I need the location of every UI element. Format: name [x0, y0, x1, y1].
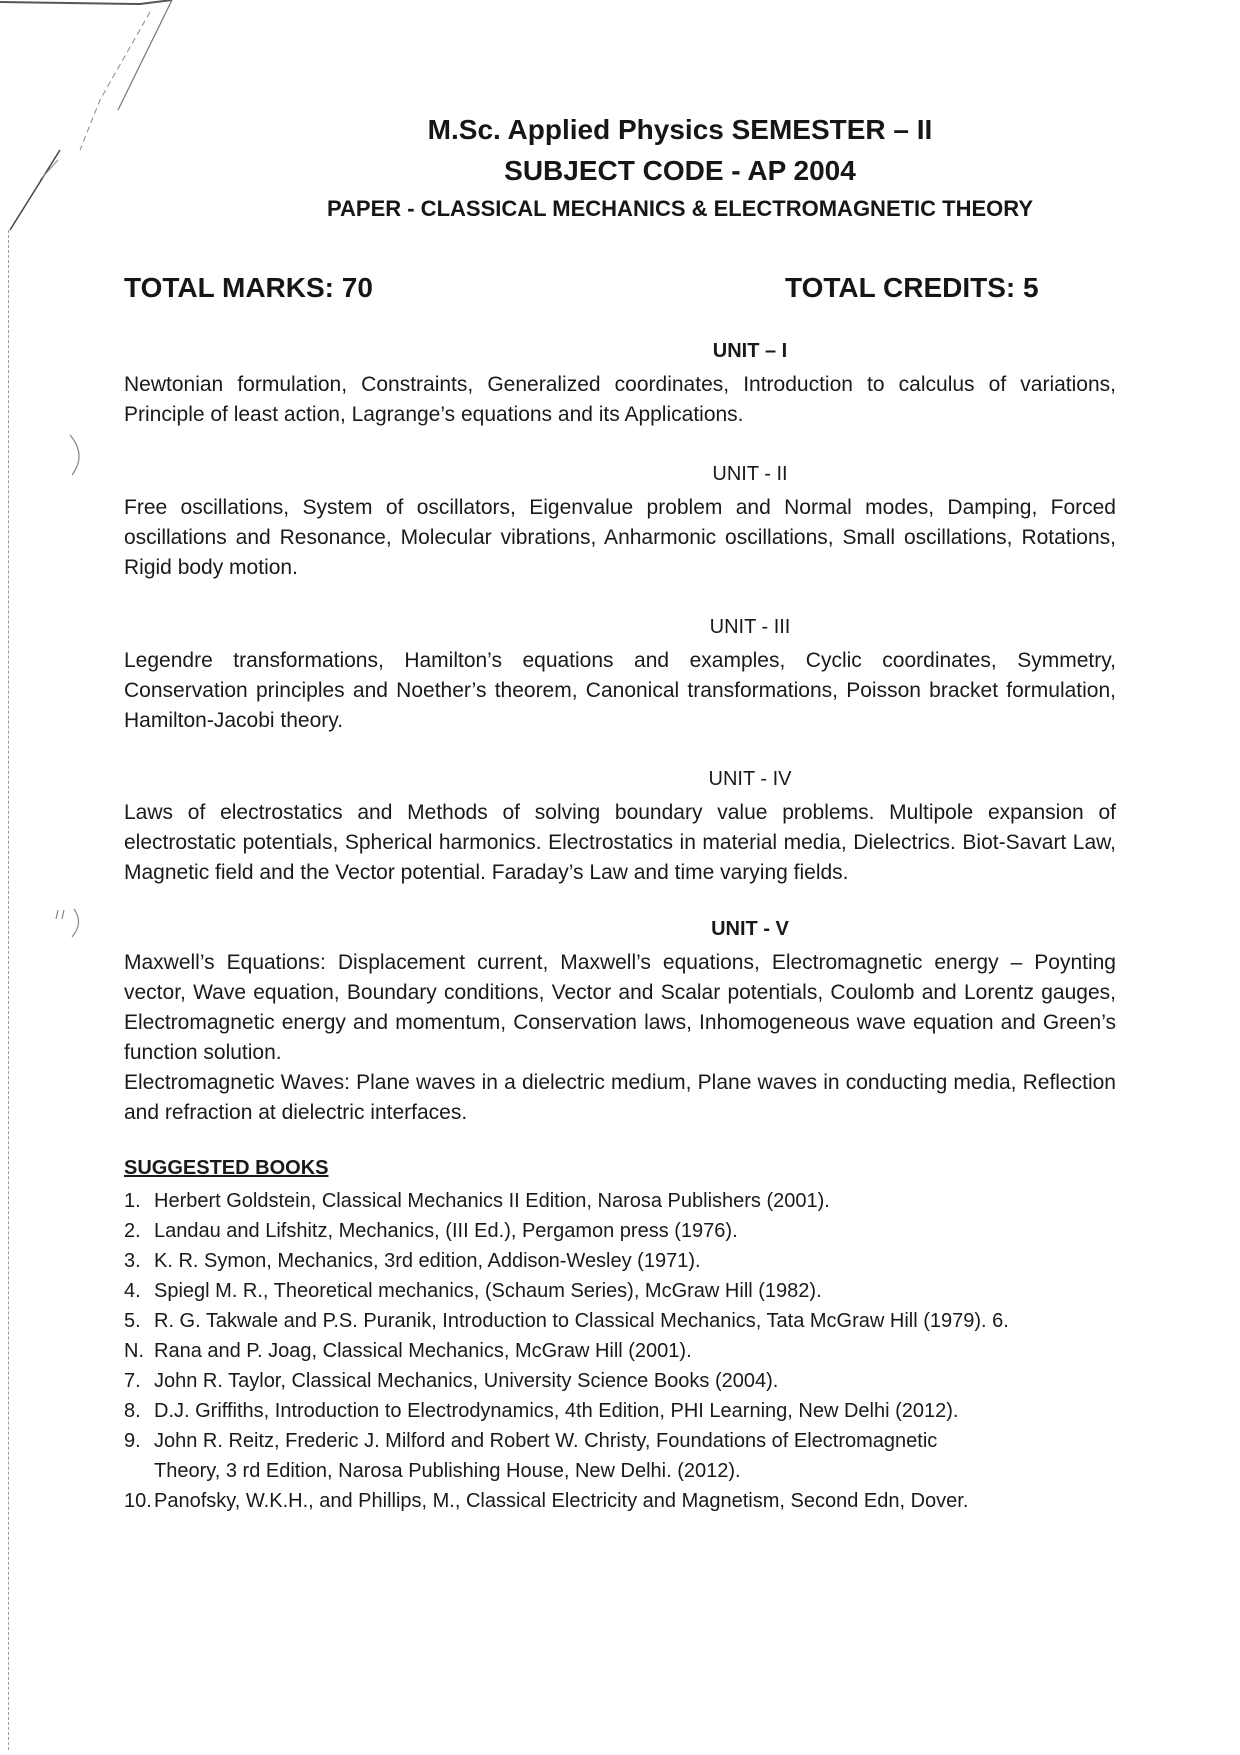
unit-2-title: UNIT - II — [712, 463, 788, 485]
book-number: 8. — [124, 1400, 141, 1422]
book-number: 1. — [124, 1190, 141, 1212]
scan-smudge-2 — [50, 905, 90, 945]
subject-code: SUBJECT CODE - AP 2004 — [504, 155, 856, 186]
book-number: 9. — [124, 1430, 141, 1452]
unit-4-section — [124, 768, 1116, 888]
unit-4-title: UNIT - IV — [708, 768, 792, 790]
book-item-2 — [124, 1216, 1124, 1246]
book-number: 7. — [124, 1370, 141, 1392]
suggested-books-section — [124, 1157, 1124, 1516]
book-item-9 — [124, 1426, 1124, 1486]
total-credits: TOTAL CREDITS: 5 — [785, 272, 1039, 303]
unit-5-title: UNIT - V — [711, 918, 789, 940]
book-number: 10. — [124, 1490, 152, 1512]
book-item-1 — [124, 1186, 1124, 1216]
book-number: N. — [124, 1340, 144, 1362]
unit-3-title: UNIT - III — [709, 616, 791, 638]
program-title: M.Sc. Applied Physics SEMESTER – II — [427, 114, 933, 145]
book-text: R. G. Takwale and P.S. Puranik, Introduction to Classical Mechanics, Tata McGraw Hill (1979). 6. — [154, 1310, 1009, 1332]
total-marks: TOTAL MARKS: 70 — [124, 272, 373, 303]
unit-3-section — [124, 616, 1116, 736]
book-text: John R. Reitz, Frederic J. Milford and Robert W. Christy, Foundations of Electromagnetic — [154, 1430, 938, 1452]
unit-2-body: Free oscillations, System of oscillators, Eigenvalue problem and Normal modes, Damping, Forced oscillations and Resonance, Molecular vibrations, Anharmonic oscillations, Small oscillations, Rotations, Rigid body motion. — [124, 496, 1116, 579]
book-item-3 — [124, 1246, 1124, 1276]
book-item-7 — [124, 1366, 1124, 1396]
unit-5-body-waves: Electromagnetic Waves: Plane waves in a dielectric medium, Plane waves in conducting media, Reflection and refraction at dielectric interfaces. — [124, 1071, 1116, 1124]
book-text: Panofsky, W.K.H., and Phillips, M., Classical Electricity and Magnetism, Second Edn, Dover. — [154, 1490, 969, 1512]
book-text: K. R. Symon, Mechanics, 3rd edition, Addison-Wesley (1971). — [154, 1250, 701, 1272]
book-text: Rana and P. Joag, Classical Mechanics, McGraw Hill (2001). — [154, 1340, 692, 1362]
book-text: John R. Taylor, Classical Mechanics, University Science Books (2004). — [154, 1370, 779, 1392]
book-text: D.J. Griffiths, Introduction to Electrodynamics, 4th Edition, PHI Learning, New Delhi (2012). — [154, 1400, 959, 1422]
scan-left-edge — [8, 230, 10, 1750]
suggested-books-title: SUGGESTED BOOKS — [124, 1157, 329, 1179]
book-item-10 — [124, 1486, 1124, 1516]
unit-5-section — [124, 918, 1116, 1128]
paper-title: PAPER - CLASSICAL MECHANICS & ELECTROMAGNETIC THEORY — [326, 196, 1034, 221]
book-text: Spiegl M. R., Theoretical mechanics, (Schaum Series), McGraw Hill (1982). — [154, 1280, 822, 1302]
book-number: 4. — [124, 1280, 141, 1302]
book-text-continuation: Theory, 3 rd Edition, Narosa Publishing House, New Delhi. (2012). — [154, 1460, 741, 1482]
book-number: 3. — [124, 1250, 141, 1272]
book-item-5 — [124, 1306, 1124, 1336]
book-item-8 — [124, 1396, 1124, 1426]
scan-smudge-1 — [62, 430, 92, 480]
unit-1-body: Newtonian formulation, Constraints, Generalized coordinates, Introduction to calculus of variations, Principle of least action, Lagrange’s equations and its Applications. — [124, 373, 1116, 426]
book-number: 5. — [124, 1310, 141, 1332]
book-text: Landau and Lifshitz, Mechanics, (III Ed.), Pergamon press (1976). — [154, 1220, 738, 1242]
book-item-4 — [124, 1276, 1124, 1306]
book-text: Herbert Goldstein, Classical Mechanics II Edition, Narosa Publishers (2001). — [154, 1190, 830, 1212]
book-list — [124, 1186, 1124, 1516]
unit-3-body: Legendre transformations, Hamilton’s equations and examples, Cyclic coordinates, Symmetry, Conservation principles and Noether’s theorem, Canonical transformations, Poisson bracket formulation, Hamilton-Jacobi theory. — [124, 649, 1116, 732]
book-number: 2. — [124, 1220, 141, 1242]
book-item-6 — [124, 1336, 1124, 1366]
unit-1-section — [124, 340, 1116, 430]
unit-5-body: Maxwell’s Equations: Displacement current, Maxwell’s equations, Electromagnetic energy – Poynting vector, Wave equation, Boundary conditions, Vector and Scalar potentials, Coulomb and Lorentz gauges, Electromagnetic energy and momentum, Conservation laws, Inhomogeneous wave equation and Green’s function solution. — [124, 951, 1116, 1064]
unit-4-body: Laws of electrostatics and Methods of solving boundary value problems. Multipole expansion of electrostatic potentials, Spherical harmonics. Electrostatics in material media, Dielectrics. Biot-Savart Law, Magnetic field and the Vector potential. Faraday’s Law and time varying fields. — [124, 801, 1116, 884]
unit-2-section — [124, 463, 1116, 583]
unit-1-title: UNIT – I — [712, 340, 788, 362]
